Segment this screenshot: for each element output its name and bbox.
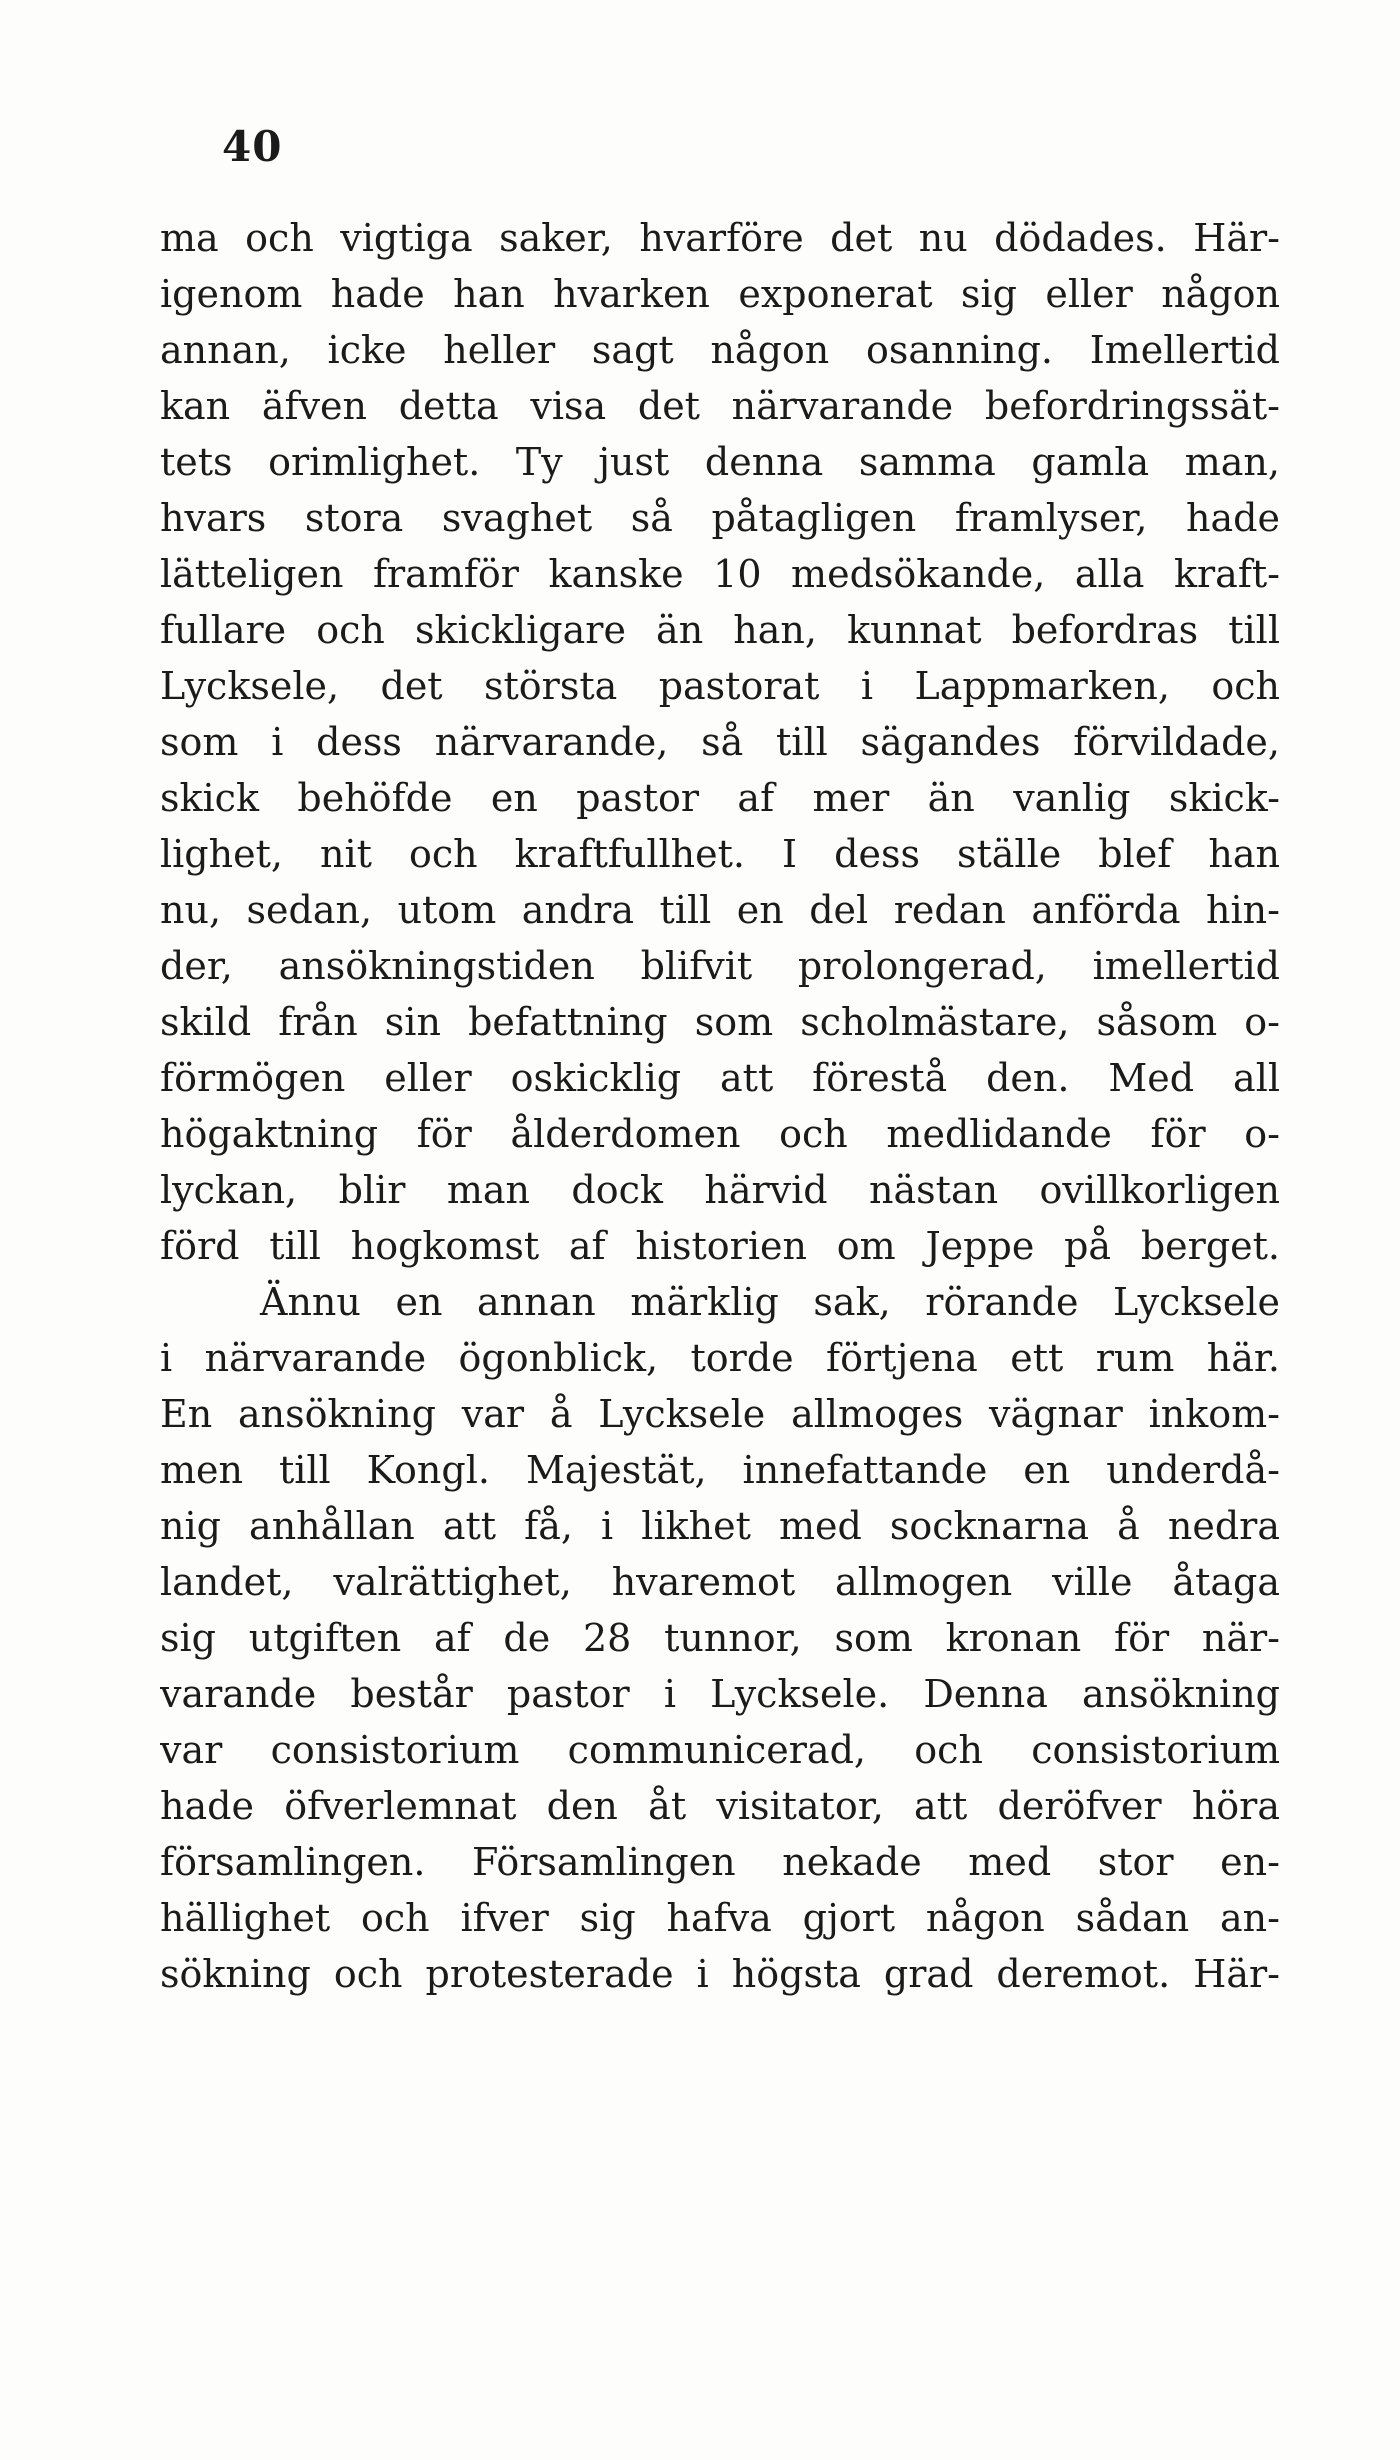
text-line: var consistorium communicerad, och consistorium [160,1728,1280,1772]
text-line: hvars stora svaghet så påtagligen framlyser, hade [160,496,1280,540]
text-line: nig anhållan att få, i likhet med socknarna å nedra [160,1504,1280,1548]
text-line: nu, sedan, utom andra till en del redan anförda hin- [160,888,1280,932]
body-text [160,210,1280,2002]
text-line: lyckan, blir man dock härvid nästan ovillkorligen [160,1168,1280,1212]
text-line: högaktning för ålderdomen och medlidande för o- [160,1112,1280,1156]
text-line: skild från sin befattning som scholmästare, såsom o- [160,1000,1280,1044]
text-line: som i dess närvarande, så till sägandes förvildade, [160,720,1280,764]
text-line: annan, icke heller sagt någon osanning. Imellertid [160,328,1280,372]
text-line: skick behöfde en pastor af mer än vanlig skick- [160,776,1280,820]
text-line: sig utgiften af de 28 tunnor, som kronan för när- [160,1616,1280,1660]
text-line: fullare och skickligare än han, kunnat befordras till [160,608,1280,652]
text-line: En ansökning var å Lycksele allmoges vägnar inkom- [160,1392,1280,1436]
text-line: Lycksele, det största pastorat i Lappmarken, och [160,664,1280,708]
text-line: i närvarande ögonblick, torde förtjena ett rum här. [160,1336,1280,1380]
text-line-paragraph-start: Ännu en annan märklig sak, rörande Lycksele [260,1280,1280,1324]
text-line: hällighet och ifver sig hafva gjort någon sådan an- [160,1896,1280,1940]
text-line: sökning och protesterade i högsta grad deremot. Här- [160,1952,1280,1996]
text-line: ma och vigtiga saker, hvarföre det nu dödades. Här- [160,216,1280,260]
text-line: igenom hade han hvarken exponerat sig eller någon [160,272,1280,316]
text-line: församlingen. Församlingen nekade med stor en- [160,1840,1280,1884]
text-line: tets orimlighet. Ty just denna samma gamla man, [160,440,1280,484]
text-line: förmögen eller oskicklig att förestå den. Med all [160,1056,1280,1100]
text-line: landet, valrättighet, hvaremot allmogen ville åtaga [160,1560,1280,1604]
text-line: men till Kongl. Majestät, innefattande en underdå- [160,1448,1280,1492]
text-line: hade öfverlemnat den åt visitator, att deröfver höra [160,1784,1280,1828]
text-line: förd till hogkomst af historien om Jeppe på berget. [160,1224,1280,1268]
text-line: varande består pastor i Lycksele. Denna ansökning [160,1672,1280,1716]
text-line: der, ansökningstiden blifvit prolongerad, imellertid [160,944,1280,988]
text-line: lighet, nit och kraftfullhet. I dess ställe blef han [160,832,1280,876]
text-line: lätteligen framför kanske 10 medsökande, alla kraft- [160,552,1280,596]
text-line: kan äfven detta visa det närvarande befordringssät- [160,384,1280,428]
page-number: 40 [222,122,283,171]
